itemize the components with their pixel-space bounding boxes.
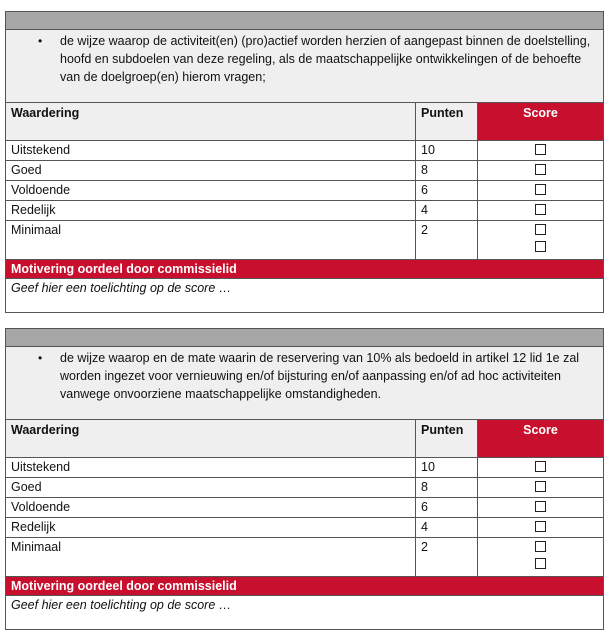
- column-header-row: [6, 420, 604, 458]
- rating-points: 6: [416, 181, 478, 201]
- rating-points: 4: [416, 201, 478, 221]
- rating-label: Uitstekend: [6, 458, 416, 478]
- criterion-block-2: [5, 328, 603, 630]
- rating-row: [6, 478, 604, 498]
- score-checkbox[interactable]: [535, 461, 546, 472]
- score-checkbox[interactable]: [535, 164, 546, 175]
- rating-label: Redelijk: [6, 518, 416, 538]
- points-header: Punten: [416, 420, 478, 458]
- score-header: Score: [478, 420, 604, 458]
- rating-points: 8: [416, 161, 478, 181]
- rating-row: [6, 201, 604, 221]
- score-cell: [478, 518, 604, 538]
- note-field[interactable]: Geef hier een toelichting op de score …: [6, 279, 604, 313]
- bullet-icon: •: [38, 351, 43, 365]
- rating-row: [6, 221, 604, 260]
- rating-row: [6, 181, 604, 201]
- rating-label: Minimaal: [6, 221, 416, 260]
- rating-label: Goed: [6, 161, 416, 181]
- rating-row: [6, 141, 604, 161]
- criterion-row: [6, 347, 604, 420]
- rating-row: [6, 498, 604, 518]
- score-checkbox[interactable]: [535, 241, 546, 252]
- score-cell: [478, 498, 604, 518]
- score-cell: [478, 181, 604, 201]
- header-bar: [6, 329, 604, 347]
- score-cell: [478, 538, 604, 577]
- criterion-item: [38, 349, 595, 403]
- criterion-text: de wijze waarop en de mate waarin de reservering van 10% als bedoeld in artikel 12 lid 1e zal worden ingezet voor vernieuwing en/of bijsturing en/of aanpassing en/of ad hoc activiteiten vanwege onvoorziene maatschappelijke omstandigheden.: [60, 351, 580, 401]
- points-header: Punten: [416, 103, 478, 141]
- motivation-row: [6, 577, 604, 596]
- motivation-row: [6, 260, 604, 279]
- rating-points: 10: [416, 141, 478, 161]
- rating-header: Waardering: [6, 420, 416, 458]
- score-cell: [478, 458, 604, 478]
- score-cell: [478, 201, 604, 221]
- rating-label: Voldoende: [6, 498, 416, 518]
- criterion-text: de wijze waarop de activiteit(en) (pro)actief worden herzien of aangepast binnen de doelstelling, hoofd en subdoelen van deze regeling, als de maatschappelijke ontwikkelingen of de behoefte van de doelgroep(en) hierom vragen;: [60, 34, 591, 84]
- rating-points: 10: [416, 458, 478, 478]
- rating-label: Goed: [6, 478, 416, 498]
- score-header: Score: [478, 103, 604, 141]
- rating-label: Uitstekend: [6, 141, 416, 161]
- note-row: [6, 279, 604, 313]
- criterion-item: [38, 32, 595, 86]
- column-header-row: [6, 103, 604, 141]
- score-checkbox[interactable]: [535, 501, 546, 512]
- score-checkbox[interactable]: [535, 204, 546, 215]
- rating-label: Redelijk: [6, 201, 416, 221]
- score-checkbox[interactable]: [535, 541, 546, 552]
- criterion-row: [6, 30, 604, 103]
- score-cell: [478, 221, 604, 260]
- rating-label: Minimaal: [6, 538, 416, 577]
- rating-row: [6, 161, 604, 181]
- rating-row: [6, 458, 604, 478]
- header-bar: [6, 12, 604, 30]
- bullet-icon: •: [38, 34, 43, 48]
- scoring-table-1: [5, 11, 604, 313]
- score-checkbox[interactable]: [535, 224, 546, 235]
- score-cell: [478, 478, 604, 498]
- rating-points: 2: [416, 538, 478, 577]
- motivation-label: Motivering oordeel door commissielid: [6, 260, 604, 279]
- note-field[interactable]: Geef hier een toelichting op de score …: [6, 596, 604, 630]
- rating-row: [6, 518, 604, 538]
- rating-points: 2: [416, 221, 478, 260]
- rating-header: Waardering: [6, 103, 416, 141]
- motivation-label: Motivering oordeel door commissielid: [6, 577, 604, 596]
- score-checkbox[interactable]: [535, 521, 546, 532]
- criterion-block-1: [5, 11, 603, 313]
- score-checkbox[interactable]: [535, 184, 546, 195]
- rating-label: Voldoende: [6, 181, 416, 201]
- rating-points: 6: [416, 498, 478, 518]
- scoring-table-2: [5, 328, 604, 630]
- rating-points: 8: [416, 478, 478, 498]
- rating-points: 4: [416, 518, 478, 538]
- score-checkbox[interactable]: [535, 481, 546, 492]
- score-cell: [478, 161, 604, 181]
- rating-row: [6, 538, 604, 577]
- note-row: [6, 596, 604, 630]
- score-checkbox[interactable]: [535, 144, 546, 155]
- score-checkbox[interactable]: [535, 558, 546, 569]
- score-cell: [478, 141, 604, 161]
